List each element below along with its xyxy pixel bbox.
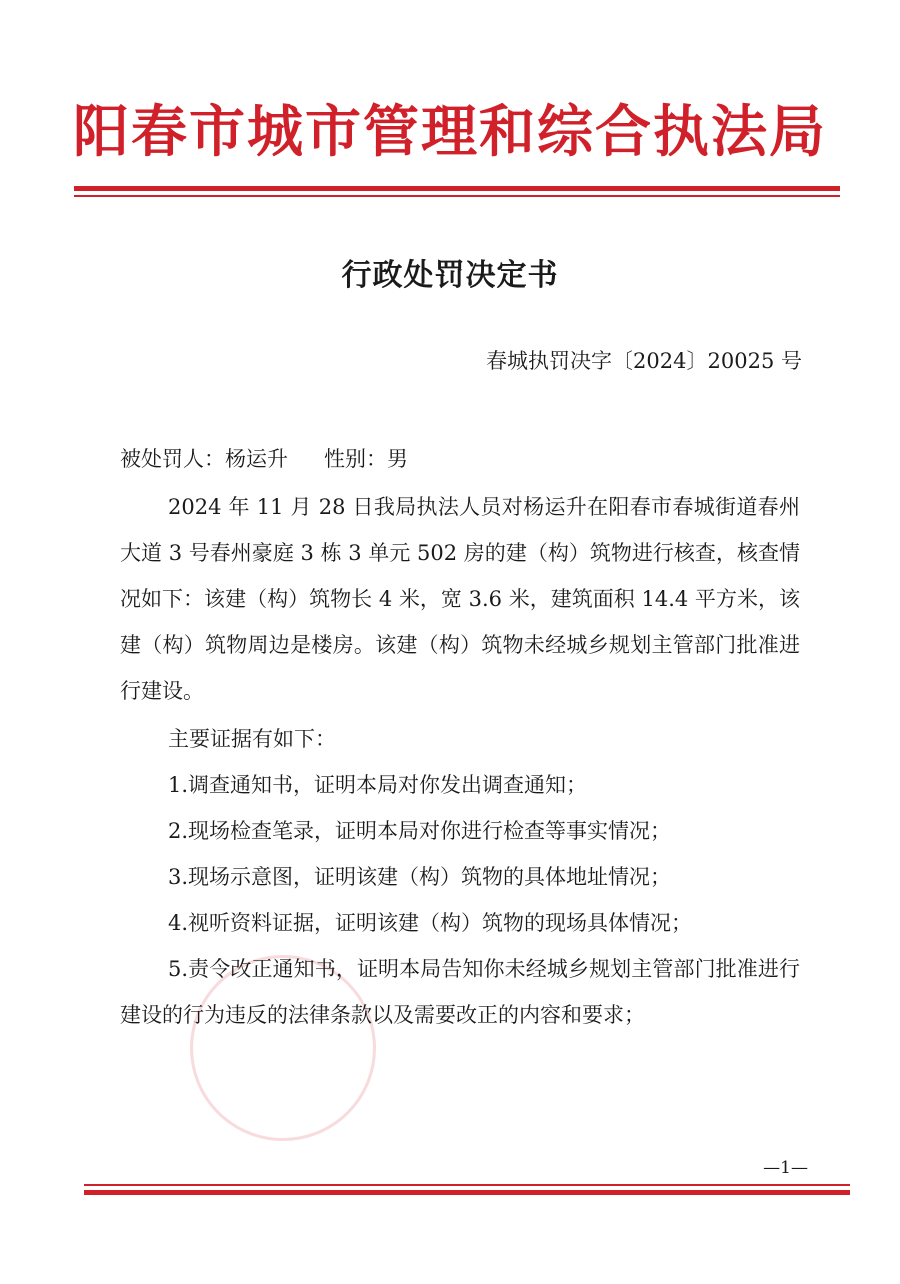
party-name: 杨运升 <box>225 447 288 471</box>
gender-label: 性别： <box>324 447 387 471</box>
document-number: 春城执罚决字〔2024〕20025 号 <box>486 349 802 373</box>
document-title: 行政处罚决定书 <box>341 258 559 293</box>
evidence-item: 1.调查通知书，证明本局对你发出调查通知； <box>168 773 588 797</box>
letterhead-rule-thin <box>74 195 840 197</box>
evidence-item: 2.现场检查笔录，证明本局对你进行检查等事实情况； <box>168 819 672 843</box>
letterhead-rule-thick <box>74 186 840 191</box>
evidence-item: 5.责令改正通知书，证明本局告知你未经城乡规划主管部门批准进行建设的行为违反的法律条款以及需要改正的内容和要求； <box>120 957 800 1027</box>
party-line <box>120 436 800 482</box>
document-body <box>120 436 800 1038</box>
page-number: —1— <box>763 1158 808 1178</box>
footer-rule-thin <box>84 1184 850 1186</box>
agency-letterhead: 阳春市城市管理和综合执法局 <box>73 99 827 165</box>
party-label: 被处罚人： <box>120 447 225 471</box>
footer-rule-thick <box>84 1190 850 1195</box>
party-gender: 男 <box>387 447 408 471</box>
facts-paragraph: 2024 年 11 月 28 日我局执法人员对杨运升在阳春市春城街道春州大道 3 号春州豪庭 3 栋 3 单元 502 房的建（构）筑物进行核查，核查情况如下：该建（构）筑物长 4 米，宽 3.6 米，建筑面积 14.4 平方米，该建（构）筑物周边是楼房。该建（构）筑物未经城乡规划主管部门批准进行建设。 <box>120 495 800 703</box>
evidence-item: 4.视听资料证据，证明该建（构）筑物的现场具体情况； <box>168 911 693 935</box>
evidence-intro: 主要证据有如下： <box>168 727 336 751</box>
evidence-item: 3.现场示意图，证明该建（构）筑物的具体地址情况； <box>168 865 672 889</box>
